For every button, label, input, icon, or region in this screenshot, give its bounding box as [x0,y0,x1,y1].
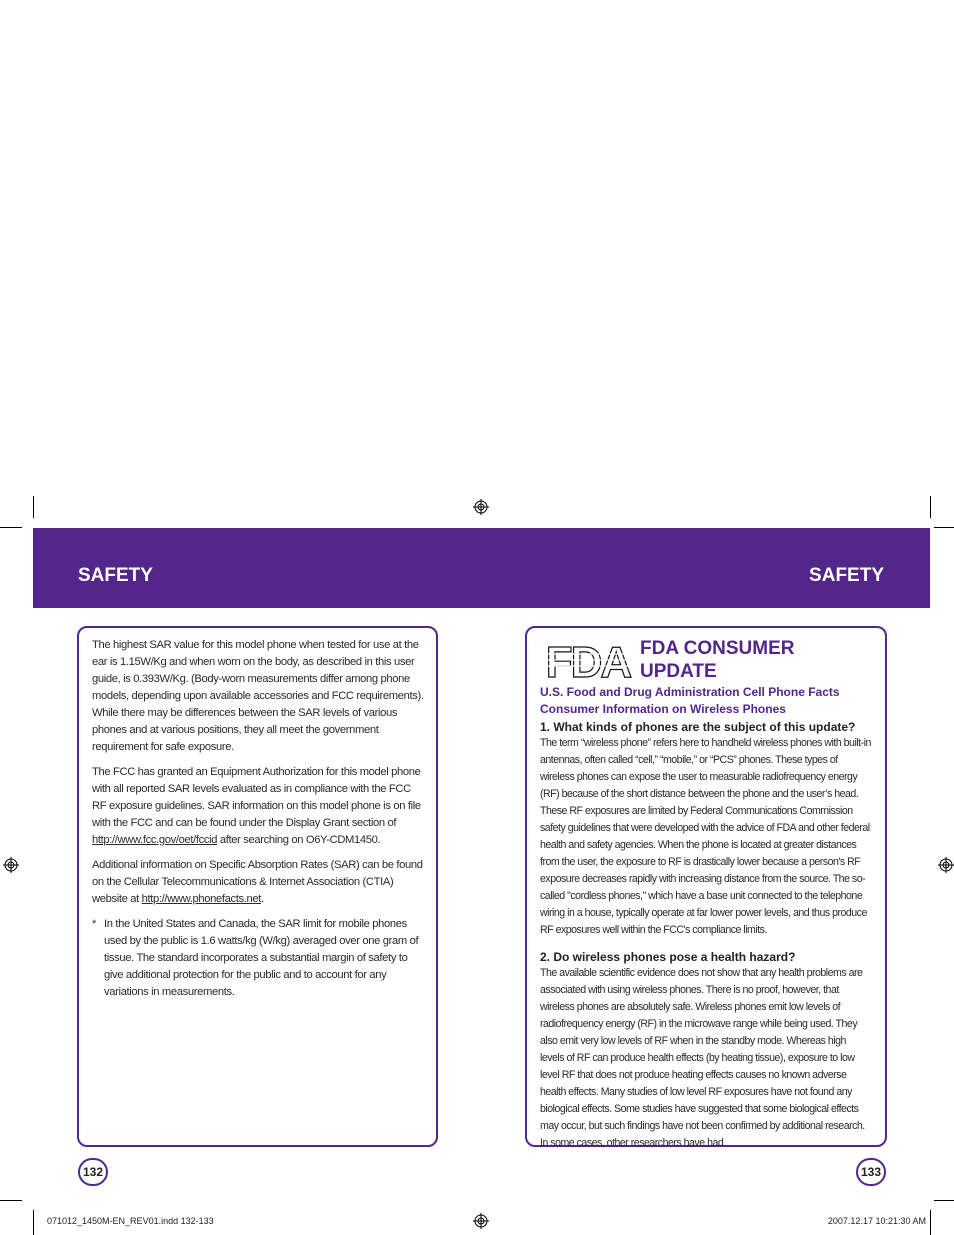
crop-mark [930,1210,931,1235]
fda-heading [640,637,794,683]
subheading-line1: U.S. Food and Drug Administration Cell Phone Facts [540,685,840,699]
crop-mark [930,496,931,518]
answer-1: The term “wireless phone” refers here to handheld wireless phones with built-in antennas, often called “cell,” “mobile,” or “PCS” phones. These types of wireless phones can expose the user to measurable radiofrequency energy (RF) because of the short distance between the phone and the user’s head. These RF exposures are limited by Federal Communications Commission safety guidelines that were developed with the advice of FDA and other federal health and safety agencies. When the phone is located at greater distances from the user, the exposure to RF is drastically lower because a person's RF exposure decreases rapidly with increasing distance from the source. The so-called "cordless phones," which have a base unit connected to the telephone wiring in a house, typically operate at far lower power levels, and thus produce RF exposures well within the FCC's compliance limits. [540,737,871,936]
asterisk-marker: * [92,918,97,930]
fda-heading-line2: UPDATE [640,661,717,682]
ctia-paragraph-text: Additional information on Specific Absorption Rates (SAR) can be found on the Cellular Telecommunications & Internet Association (CTIA) website at [92,859,423,905]
question-2: 2. Do wireless phones pose a health hazard? [540,950,796,964]
sar-paragraph: The highest SAR value for this model phone when tested for use at the ear is 1.15W/Kg and when worn on the body, as described in this user guide, is 0.393W/Kg. (Body-worn measurements differ among phone models, depending upon available accessories and FCC requirements). While there may be differences between the SAR levels of various phones and at various positions, they all meet the government requirement for safe exposure. [92,639,424,753]
question-1: 1. What kinds of phones are the subject of this update? [540,720,856,734]
sar-limit-note [92,916,425,1001]
left-panel-text [92,637,425,1001]
page-title-right: SAFETY [809,565,884,586]
registration-mark-icon [3,857,19,873]
page-number-right: 133 [856,1158,886,1186]
fcc-link[interactable]: http://www.fcc.gov/oet/fccid [92,834,218,846]
crop-mark [0,1200,22,1201]
registration-mark-icon [473,499,489,515]
crop-mark [934,1200,954,1201]
crop-mark [33,1210,34,1235]
answer-2: The available scientific evidence does not show that any health problems are associated with using wireless phones. There is no proof, however, that wireless phones are absolutely safe. Wireless phones emit low levels of radiofrequency energy (RF) in the microwave range while being used. They also emit very low levels of RF when in the standby mode. Whereas high levels of RF can produce health effects (by heating tissue), exposure to low level RF that does not produce heating effects causes no known adverse health effects. Many studies of low level RF exposures have not found any biological effects. Some studies have suggested that some biological effects may occur, but such findings have not been confirmed by additional research. In some cases, other researchers have had [540,967,865,1149]
ctia-paragraph-tail: . [261,893,264,905]
header-band [33,528,930,608]
footer-timestamp: 2007.12.17 10:21:30 AM [827,1216,926,1226]
page-title-left: SAFETY [78,565,153,586]
fcc-paragraph-tail: after searching on O6Y-CDM1450. [217,834,381,846]
fcc-paragraph-text: The FCC has granted an Equipment Authorization for this model phone with all reported SAR levels evaluated as in compliance with the FCC RF exposure guidelines. SAR information on this model phone is on file with the FCC and can be found under the Display Grant section of [92,766,421,829]
page-number-left: 132 [78,1158,108,1186]
phonefacts-link[interactable]: http://www.phonefacts.net [141,893,262,905]
crop-mark [33,496,34,518]
ctia-paragraph [92,857,425,908]
fda-heading-line1: FDA CONSUMER [640,638,795,659]
subheading-line2: Consumer Information on Wireless Phones [540,702,786,716]
sar-limit-text: In the United States and Canada, the SAR limit for mobile phones used by the public is 1.6 watts/kg (W/kg) averaged over one gram of tissue. The standard incorporates a substantial margin of safety to give additional protection for the public and to account for any variations in measurements. [104,918,419,998]
registration-mark-icon [473,1213,489,1229]
right-panel-text [540,684,872,1152]
fcc-paragraph [92,764,425,849]
registration-mark-icon [938,857,954,873]
footer-filename: 071012_1450M-EN_REV01.indd 132-133 [47,1216,214,1226]
fda-logo-text: FDA [545,640,631,682]
crop-mark [934,527,954,528]
crop-mark [0,527,22,528]
fda-logo-icon [541,640,635,682]
